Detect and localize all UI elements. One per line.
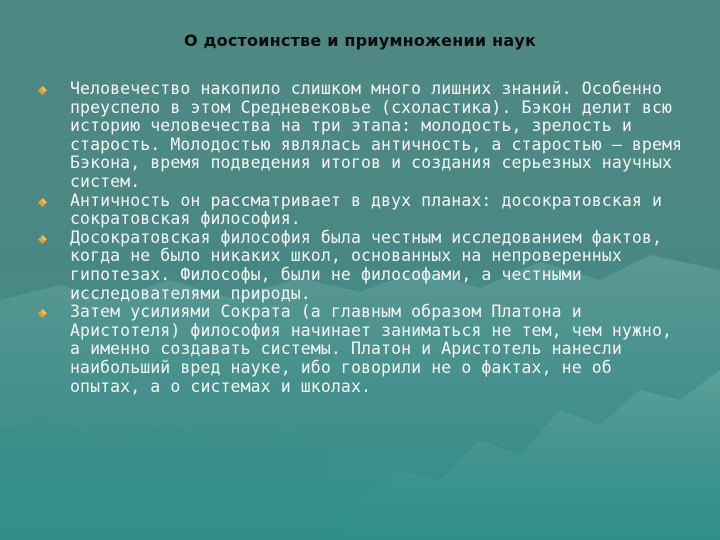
bullet-text: Человечество накопило слишком много лишних знаний. Особенно преуспело в этом Средневековье (схоластика). Бэкон делит всю историю человечества на три этапа: молодость, зрелость и старость. Молодостью являлась античность, а старостью – время Бэкона, время подведения итогов и создания серьезных научных систем. xyxy=(70,79,683,191)
bullet-text: Затем усилиями Сократа (а главным образом Платона и Аристотеля) философия начинает заниматься не тем, чем нужно, а именно создавать системы. Платон и Аристотель нанесли наибольший вред науке, ибо говорили не о фактах, не об опытах, а о системах и школах. xyxy=(70,302,673,396)
diamond-bullet-icon xyxy=(38,198,47,207)
bullet-text: Досократовская философия была честным исследованием фактов, когда не было никаких школ, основанных на непроверенных гипотезах. Философы, были не философами, а честными исследователями природы. xyxy=(70,227,662,303)
diamond-bullet-icon xyxy=(38,86,47,95)
bullet-text: Античность он рассматривает в двух планах: досократовская и сократовская философия. xyxy=(70,190,662,229)
mountain-ridge-mid xyxy=(0,420,330,540)
bullet-item xyxy=(38,80,688,192)
bullet-item xyxy=(38,229,688,303)
bullet-item xyxy=(38,192,688,229)
bullet-list xyxy=(38,80,688,396)
slide-title: О достоинстве и приумножении наук xyxy=(183,31,537,50)
bullet-item xyxy=(38,303,688,396)
diamond-bullet-icon xyxy=(38,235,47,244)
diamond-bullet-icon xyxy=(38,309,47,318)
